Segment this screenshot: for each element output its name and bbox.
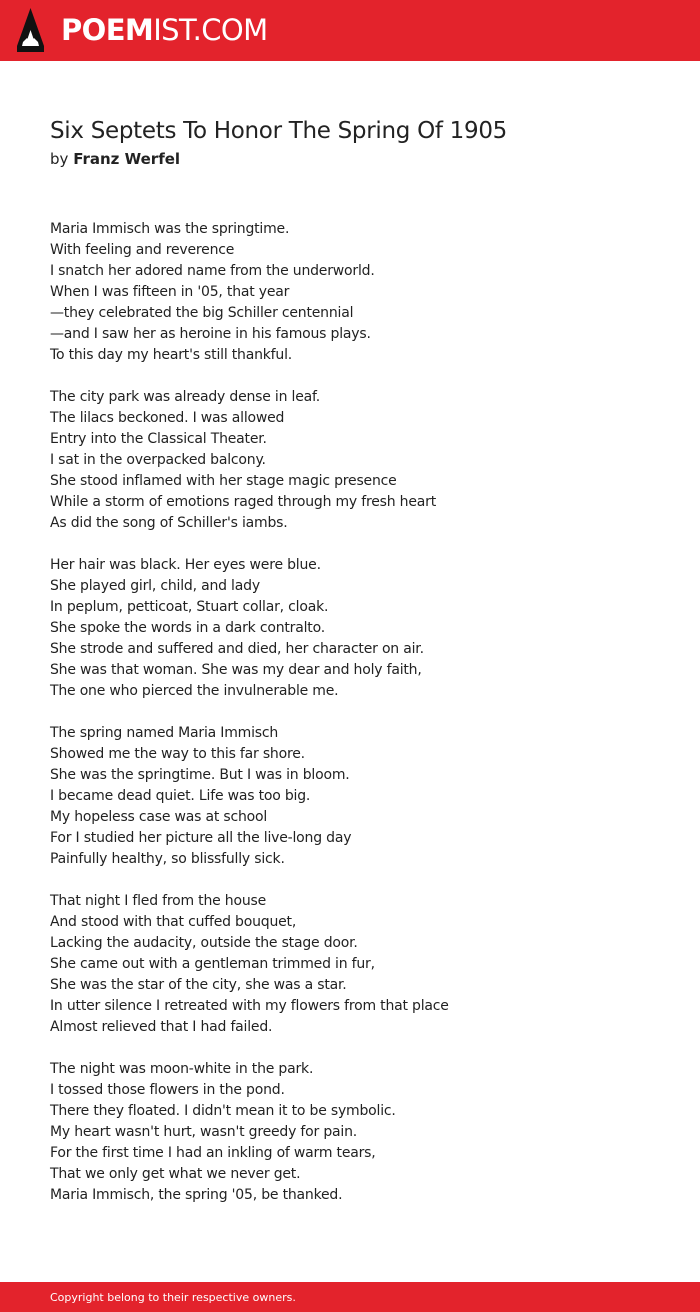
poem-line: The spring named Maria Immisch [50, 725, 279, 741]
poem-line: She strode and suffered and died, her character on air. [50, 641, 424, 657]
poem-line: When I was fifteen in '05, that year [50, 284, 290, 300]
poem-line: And stood with that cuffed bouquet, [50, 914, 297, 930]
by-label: by [50, 150, 69, 168]
poem-line: In peplum, petticoat, Stuart collar, cloak. [50, 599, 329, 615]
brand-bold: POEM [61, 13, 154, 47]
stanza-4 [50, 723, 670, 870]
poem-line: Lacking the audacity, outside the stage door. [50, 935, 358, 951]
poem-line: Painfully healthy, so blissfully sick. [50, 851, 285, 867]
poem-line: As did the song of Schiller's iambs. [50, 515, 288, 531]
copyright-notice: Copyright belong to their respective owners. [50, 1291, 296, 1304]
brand-rest: IST.COM [153, 13, 268, 47]
site-footer [0, 1282, 700, 1312]
poem-line: Entry into the Classical Theater. [50, 431, 267, 447]
poem-line: The one who pierced the invulnerable me. [50, 683, 339, 699]
poem-line: The city park was already dense in leaf. [50, 389, 320, 405]
stanza-2 [50, 387, 670, 534]
poem-line: That night I fled from the house [50, 893, 267, 909]
stanza-6 [50, 1059, 670, 1206]
poem-line: She played girl, child, and lady [50, 578, 260, 594]
poem-line: My heart wasn't hurt, wasn't greedy for pain. [50, 1124, 357, 1140]
stanza-3 [50, 555, 670, 702]
poem-body [50, 219, 670, 1227]
pen-nib-icon[interactable] [17, 8, 44, 52]
author-name[interactable]: Franz Werfel [73, 150, 181, 168]
poem-line: —and I saw her as heroine in his famous plays. [50, 326, 371, 342]
poem-line: I snatch her adored name from the underworld. [50, 263, 375, 279]
poem-line: She was that woman. She was my dear and holy faith, [50, 662, 422, 678]
poem-title: Six Septets To Honor The Spring Of 1905 [50, 118, 508, 144]
poem-line: In utter silence I retreated with my flowers from that place [50, 998, 449, 1014]
poem-line: With feeling and reverence [50, 242, 235, 258]
poem-line: For I studied her picture all the live-long day [50, 830, 352, 846]
poem-line: My hopeless case was at school [50, 809, 268, 825]
poem-line: To this day my heart's still thankful. [50, 347, 293, 363]
poem-line: I sat in the overpacked balcony. [50, 452, 266, 468]
poem-line: That we only get what we never get. [50, 1166, 301, 1182]
poem-line: Her hair was black. Her eyes were blue. [50, 557, 321, 573]
stanza-1 [50, 219, 670, 366]
poem-line: While a storm of emotions raged through my fresh heart [50, 494, 436, 510]
poem-line: She stood inflamed with her stage magic presence [50, 473, 397, 489]
poem-line: There they floated. I didn't mean it to be symbolic. [50, 1103, 396, 1119]
poem-line: She was the springtime. But I was in bloom. [50, 767, 350, 783]
poem-line: She spoke the words in a dark contralto. [50, 620, 325, 636]
poem-line: The lilacs beckoned. I was allowed [50, 410, 285, 426]
site-header [0, 0, 700, 61]
poem-line: Showed me the way to this far shore. [50, 746, 305, 762]
poem-line: Maria Immisch, the spring '05, be thanked. [50, 1187, 343, 1203]
poem-line: The night was moon-white in the park. [50, 1061, 314, 1077]
poem-line: She came out with a gentleman trimmed in fur, [50, 956, 375, 972]
site-logo[interactable] [61, 10, 268, 50]
poem-line: Maria Immisch was the springtime. [50, 221, 290, 237]
stanza-5 [50, 891, 670, 1038]
poem-line: She was the star of the city, she was a star. [50, 977, 347, 993]
poem-line: I became dead quiet. Life was too big. [50, 788, 311, 804]
poem-line: Almost relieved that I had failed. [50, 1019, 273, 1035]
poem-line: I tossed those flowers in the pond. [50, 1082, 285, 1098]
poem-line: —they celebrated the big Schiller centennial [50, 305, 354, 321]
byline [50, 149, 180, 169]
poem-line: For the first time I had an inkling of warm tears, [50, 1145, 376, 1161]
